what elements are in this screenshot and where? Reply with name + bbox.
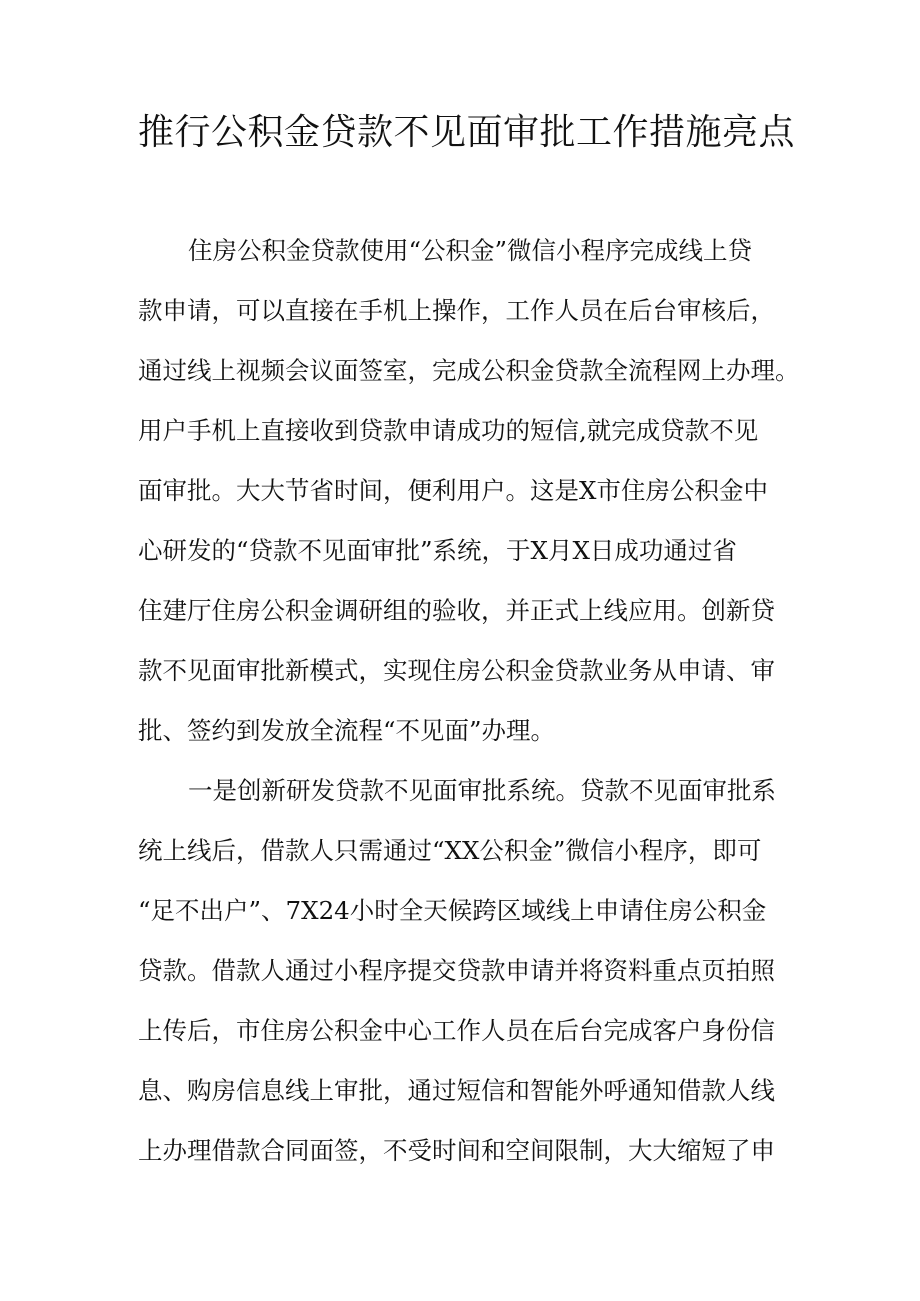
paragraph-line: 批、签约到发放全流程“不见面”办理。 bbox=[138, 716, 556, 745]
paragraph-line: 款不见面审批新模式，实现住房公积金贷款业务从申请、审 bbox=[138, 656, 775, 685]
paragraph-line: 上传后，市住房公积金中心工作人员在后台完成客户身份信 bbox=[138, 1016, 775, 1045]
paragraph-line: 一是创新研发贷款不见面审批系统。贷款不见面审批系 bbox=[188, 776, 776, 805]
paragraph-line: 面审批。大大节省时间，便利用户。这是X市住房公积金中 bbox=[138, 476, 768, 505]
paragraph-line: “足不出户”、7X24小时全天候跨区域线上申请住房公积金 bbox=[138, 896, 767, 925]
paragraph-line: 上办理借款合同面签，不受时间和空间限制，大大缩短了申 bbox=[138, 1136, 775, 1165]
paragraph-2 bbox=[138, 764, 788, 1184]
document-title: 推行公积金贷款不见面审批工作措施亮点 bbox=[138, 112, 796, 153]
paragraph-line: 款申请，可以直接在手机上操作，工作人员在后台审核后， bbox=[138, 296, 775, 325]
paragraph-line: 心研发的“贷款不见面审批”系统，于X月X日成功通过省 bbox=[138, 536, 737, 565]
paragraph-line: 住房公积金贷款使用“公积金”微信小程序完成线上贷 bbox=[188, 236, 753, 265]
paragraph-line: 贷款。借款人通过小程序提交贷款申请并将资料重点页拍照 bbox=[138, 956, 775, 985]
paragraph-line: 用户手机上直接收到贷款申请成功的短信,就完成贷款不见 bbox=[138, 416, 759, 445]
paragraph-line: 息、购房信息线上审批，通过短信和智能外呼通知借款人线 bbox=[138, 1076, 775, 1105]
document-body bbox=[138, 224, 800, 1184]
paragraph-1 bbox=[138, 224, 800, 764]
paragraph-line: 住建厅住房公积金调研组的验收，并正式上线应用。创新贷 bbox=[138, 596, 775, 625]
paragraph-line: 统上线后，借款人只需通过“XX公积金”微信小程序，即可 bbox=[138, 836, 762, 865]
paragraph-line: 通过线上视频会议面签室，完成公积金贷款全流程网上办理。 bbox=[138, 356, 800, 385]
